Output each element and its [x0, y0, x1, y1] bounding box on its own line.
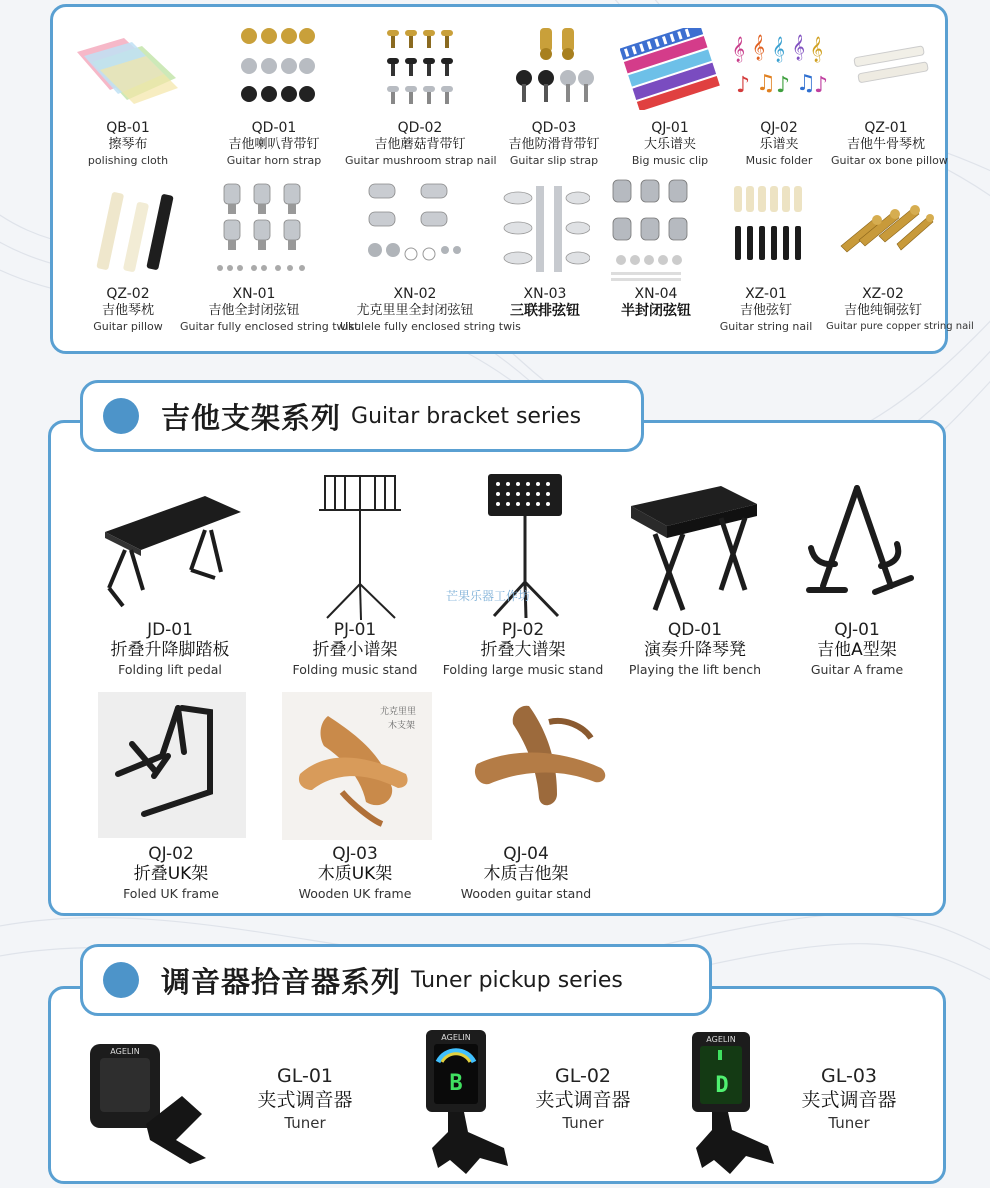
item-name-cn: 夹式调音器 — [801, 1089, 897, 1111]
bench-icon — [625, 478, 761, 622]
item-name-cn: 夹式调音器 — [535, 1089, 631, 1111]
svg-text:𝄞: 𝄞 — [772, 37, 786, 62]
section-title-en: Guitar bracket series — [351, 403, 582, 429]
item-code: XN-02 — [393, 286, 437, 302]
item-name-cn: 吉他A型架 — [817, 640, 897, 660]
item-name-en: Folding lift pedal — [118, 662, 222, 677]
svg-text:𝄞: 𝄞 — [810, 37, 824, 62]
a-frame-stand-icon — [795, 482, 919, 606]
tuner-brand: AGELIN — [110, 1047, 140, 1056]
guitar-nut-icon — [90, 182, 180, 286]
item-code: PJ-01 — [333, 620, 377, 640]
item-name-en: Guitar horn strap — [226, 154, 322, 167]
item-name-cn: 吉他喇叭背带钉 — [228, 137, 320, 152]
item-code: XN-04 — [634, 286, 678, 302]
accessory-item — [203, 120, 345, 168]
item-name-en: Wooden UK frame — [298, 886, 412, 901]
tuner-brand: AGELIN — [441, 1033, 471, 1042]
bracket-item — [90, 620, 250, 679]
item-name-en: Guitar pure copper string nail — [826, 321, 974, 332]
item-name-cn: 擦琴布 — [108, 137, 148, 152]
semi-enclosed-pegs-icon — [605, 176, 695, 288]
item-code: QJ-01 — [834, 620, 880, 640]
item-name-en: Music folder — [745, 154, 813, 167]
section-title-en: Tuner pickup series — [411, 967, 623, 993]
section-title-cn: 吉他支架系列 — [161, 400, 342, 435]
svg-text:𝄞: 𝄞 — [752, 35, 766, 60]
slip-strap-pins-icon — [510, 26, 595, 110]
color-clip-tuner-icon — [418, 1028, 518, 1180]
item-name-en: Playing the lift bench — [628, 662, 762, 677]
item-code: QZ-02 — [106, 286, 150, 302]
item-code: QJ-03 — [332, 844, 378, 864]
item-code: QD-01 — [667, 620, 723, 640]
item-code: QJ-02 — [148, 844, 194, 864]
tuner-item — [240, 1064, 370, 1134]
item-code: XN-03 — [523, 286, 567, 302]
music-stand-icon — [315, 472, 405, 626]
item-name-en: Folding music stand — [292, 662, 418, 677]
item-code: PJ-02 — [501, 620, 545, 640]
item-name-en: Ukulele fully enclosed string twis — [340, 320, 521, 333]
svg-text:𝄞: 𝄞 — [732, 37, 746, 62]
item-name-cn: 吉他全封闭弦钮 — [208, 303, 300, 318]
item-name-en: Wooden guitar stand — [460, 886, 592, 901]
item-name-cn: 木质吉他架 — [483, 864, 569, 884]
item-name-cn: 演奏升降琴凳 — [644, 640, 746, 660]
ukulele-pegs-icon — [363, 180, 473, 274]
wood-label: 木支架 — [388, 721, 416, 731]
item-name-en: Guitar slip strap — [509, 154, 599, 167]
item-code: QD-03 — [531, 120, 577, 136]
accessory-item — [180, 286, 359, 334]
copper-bridge-pins-icon — [835, 196, 935, 260]
triple-row-pegs-icon — [500, 184, 590, 280]
item-code: GL-03 — [820, 1065, 877, 1087]
item-name-cn: 吉他防滑背带钉 — [508, 137, 600, 152]
bracket-item — [620, 620, 770, 679]
tuner-brand: AGELIN — [706, 1035, 736, 1044]
item-name-en: Foled UK frame — [123, 886, 219, 901]
accessory-item — [495, 120, 613, 168]
tuner-item — [518, 1064, 648, 1134]
bracket-item — [452, 844, 600, 903]
wooden-uk-stand-icon — [282, 692, 432, 840]
item-name-en: Big music clip — [631, 154, 709, 167]
section-bullet — [103, 398, 139, 434]
item-name-cn: 乐谱夹 — [759, 137, 799, 152]
item-name-cn: 折叠大谱架 — [480, 640, 566, 660]
music-note-clips-icon — [730, 30, 830, 104]
accessory-item — [613, 120, 727, 168]
accessory-item — [600, 286, 712, 319]
section-title-cn: 调音器拾音器系列 — [161, 964, 402, 999]
item-name-cn: 大乐谱夹 — [643, 137, 696, 152]
accessory-item — [345, 120, 495, 168]
item-code: XZ-02 — [862, 286, 904, 302]
item-name-en: Guitar ox bone pillow — [831, 154, 948, 167]
accessory-item — [831, 120, 948, 168]
bone-nut-icon — [848, 40, 932, 94]
bracket-item — [790, 620, 924, 679]
item-name-cn: 吉他蘑菇背带钉 — [374, 137, 466, 152]
accessory-item — [727, 120, 831, 168]
svg-text:♪: ♪ — [814, 73, 829, 98]
bracket-item — [280, 844, 430, 903]
item-name-cn: 半封闭弦钮 — [621, 303, 691, 319]
item-code: QB-01 — [106, 120, 150, 136]
item-name-cn: 吉他弦钉 — [739, 303, 792, 318]
item-name-cn: 尤克里里全封闭弦钮 — [356, 303, 474, 318]
item-code: QD-02 — [397, 120, 443, 136]
item-name-en: Guitar fully enclosed string twist — [180, 320, 359, 333]
watermark: 芒果乐器工作坊 — [446, 589, 531, 603]
item-code: QJ-04 — [503, 844, 549, 864]
clip-tuner-icon — [86, 1036, 210, 1170]
section-bullet — [103, 962, 139, 998]
item-code: QZ-01 — [864, 120, 908, 136]
item-name-cn: 折叠UK架 — [133, 864, 209, 884]
green-clip-tuner-icon — [686, 1030, 786, 1182]
item-code: JD-01 — [147, 620, 193, 640]
music-clip-icon — [620, 28, 720, 114]
item-name-cn: 折叠小谱架 — [312, 640, 398, 660]
bridge-pins-icon — [728, 184, 804, 268]
item-name-en: Tuner — [562, 1114, 604, 1132]
item-code: GL-02 — [554, 1065, 611, 1087]
item-name-cn: 吉他纯铜弦钉 — [843, 303, 922, 318]
accessory-item — [826, 286, 974, 334]
accessory-item — [490, 286, 600, 319]
item-name-cn: 夹式调音器 — [257, 1089, 353, 1111]
svg-text:♫: ♫ — [796, 71, 816, 96]
item-code: XN-01 — [232, 286, 276, 302]
accessory-item — [716, 286, 816, 334]
item-name-cn: 吉他牛骨琴枕 — [846, 137, 925, 152]
folding-uk-stand-icon — [98, 692, 246, 838]
svg-text:♪: ♪ — [776, 73, 791, 98]
wooden-guitar-stand-icon — [465, 698, 615, 822]
svg-text:♫: ♫ — [756, 71, 776, 96]
item-name-cn: 折叠升降脚踏板 — [110, 640, 230, 660]
item-name-en: Guitar mushroom strap nail — [345, 154, 497, 167]
item-code: QJ-01 — [651, 120, 689, 136]
section-header-bracket — [80, 380, 644, 452]
bracket-item — [440, 620, 606, 679]
accessory-item — [340, 286, 521, 334]
tuner-item — [784, 1064, 914, 1134]
item-name-cn: 吉他琴枕 — [101, 303, 154, 318]
svg-text:B: B — [449, 1071, 463, 1096]
accessory-item — [58, 286, 198, 334]
item-code: XZ-01 — [745, 286, 787, 302]
item-name-en: Guitar A frame — [810, 662, 904, 677]
wood-label: 尤克里里 — [380, 707, 417, 717]
item-name-en: Guitar pillow — [93, 320, 163, 333]
svg-text:𝄞: 𝄞 — [792, 35, 806, 60]
svg-text:D: D — [715, 1073, 729, 1098]
mushroom-strap-nails-icon — [383, 26, 455, 110]
item-name-cn: 三联排弦钮 — [510, 303, 580, 319]
item-code: GL-01 — [276, 1065, 333, 1087]
bracket-item — [96, 844, 246, 903]
foot-pedal-icon — [95, 490, 245, 619]
item-name-en: Guitar string nail — [719, 320, 813, 333]
item-name-cn: 木质UK架 — [317, 864, 393, 884]
strap-pins-icon — [235, 24, 319, 112]
item-code: QJ-02 — [760, 120, 798, 136]
svg-text:♪: ♪ — [736, 73, 751, 98]
item-name-en: Tuner — [828, 1114, 870, 1132]
section-header-tuner — [80, 944, 712, 1016]
bracket-item — [280, 620, 430, 679]
polishing-cloth-icon — [72, 30, 184, 109]
accessory-item — [58, 120, 198, 168]
tuning-pegs-icon — [210, 180, 320, 282]
item-name-en: polishing cloth — [87, 154, 169, 167]
item-name-en: Tuner — [284, 1114, 326, 1132]
item-code: QD-01 — [251, 120, 297, 136]
item-name-en: Folding large music stand — [442, 662, 604, 677]
